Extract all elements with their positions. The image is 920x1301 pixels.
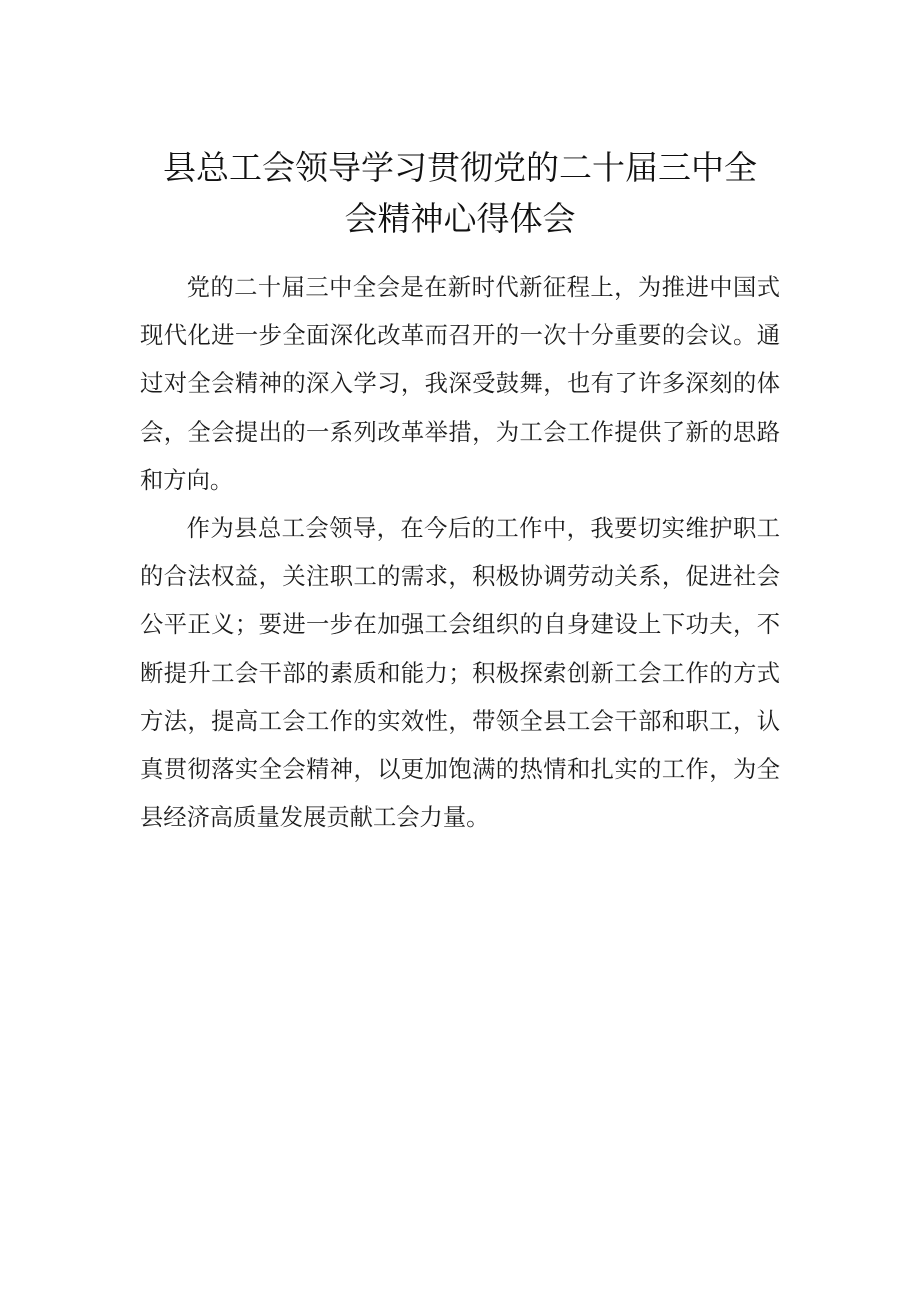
document-title [140, 142, 780, 244]
title-line-1: 县总工会领导学习贯彻党的二十届三中全 [163, 148, 757, 187]
paragraph-1: 党的二十届三中全会是在新时代新征程上，为推进中国式现代化进一步全面深化改革而召开的一次十分重要的会议。通过对全会精神的深入学习，我深受鼓舞，也有了许多深刻的体会，全会提出的一系列改革举措，为工会工作提供了新的思路和方向。 [140, 274, 780, 494]
title-line-2: 会精神心得体会 [344, 199, 576, 238]
document-body [140, 264, 780, 842]
paragraph-2: 作为县总工会领导，在今后的工作中，我要切实维护职工的合法权益，关注职工的需求，积极协调劳动关系，促进社会公平正义；要进一步在加强工会组织的自身建设上下功夫，不断提升工会干部的素质和能力；积极探索创新工会工作的方式方法，提高工会工作的实效性，带领全县工会干部和职工，认真贯彻落实全会精神，以更加饱满的热情和扎实的工作，为全县经济高质量发展贡献工会力量。 [140, 515, 780, 832]
